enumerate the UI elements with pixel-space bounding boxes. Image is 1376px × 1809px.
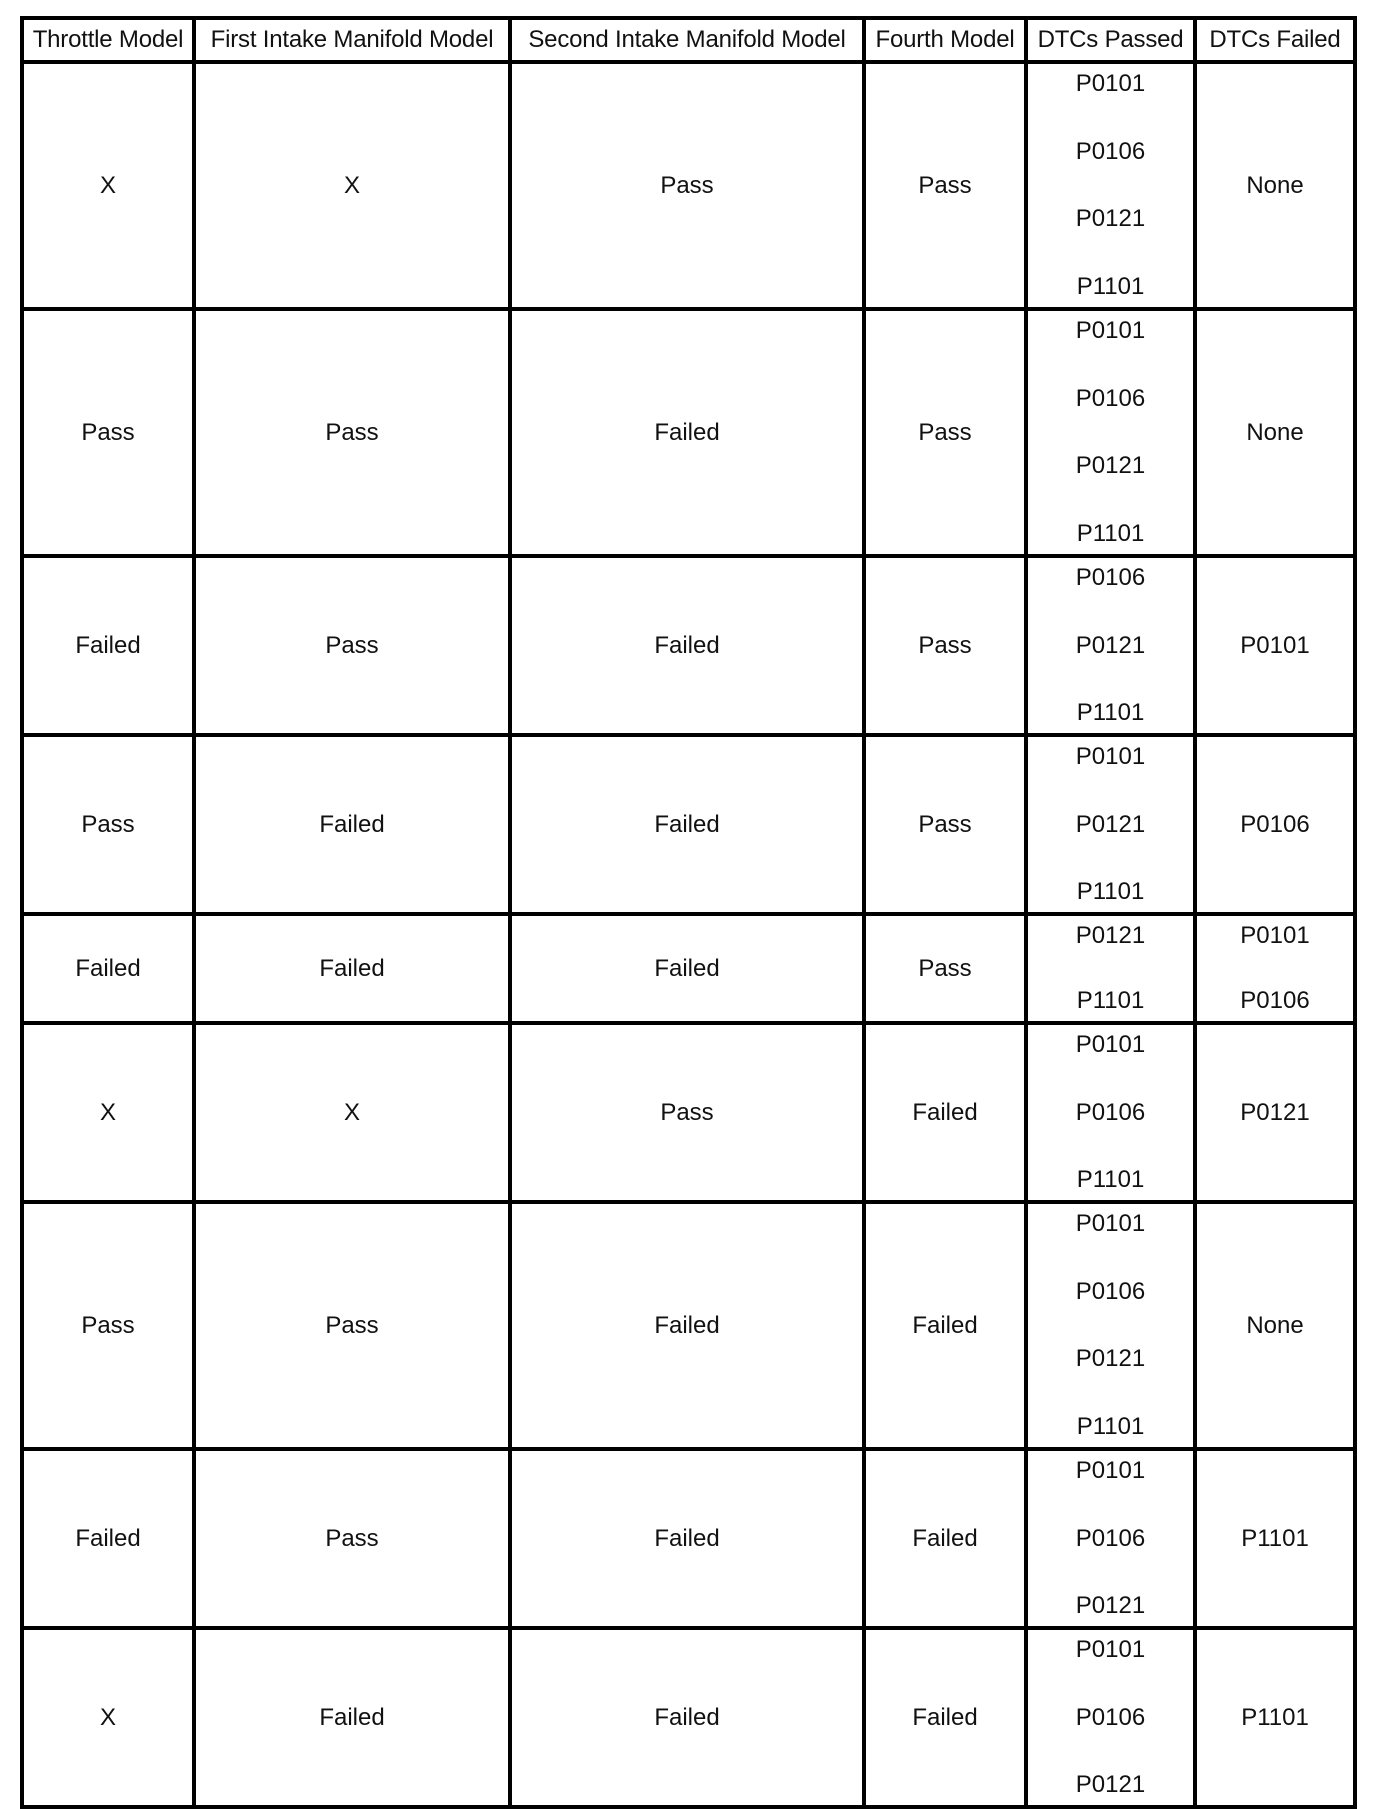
second-intake-cell [510, 1449, 864, 1628]
first-intake-cell [194, 1628, 510, 1807]
first-intake-value: Pass [325, 418, 379, 446]
dtcs-passed-cell [1026, 309, 1195, 556]
second-intake-value: Failed [654, 418, 720, 446]
dtcs-passed-list [1028, 916, 1193, 1021]
dtcs-passed-cell [1026, 556, 1195, 735]
dtc-passed-code: P0121 [1075, 1345, 1146, 1373]
dtcs-failed-list [1197, 737, 1353, 912]
second-intake-cell [510, 914, 864, 1023]
fourth-model-cell [864, 556, 1026, 735]
dtc-failed-code: None [1246, 418, 1304, 446]
table-row [22, 1202, 1355, 1449]
dtc-passed-code: P1101 [1076, 272, 1145, 300]
dtc-passed-code: P1101 [1076, 878, 1145, 905]
fourth-model-value: Pass [918, 171, 972, 199]
throttle-value: Pass [81, 1311, 135, 1339]
dtcs-passed-list [1028, 64, 1193, 307]
first-intake-value: X [343, 1098, 360, 1126]
dtc-passed-code: P0121 [1075, 1592, 1146, 1619]
header-throttle-model: Throttle Model [22, 18, 194, 62]
dtc-passed-code: P0101 [1075, 1031, 1146, 1058]
dtc-failed-code: P0121 [1240, 1098, 1310, 1126]
dtc-passed-code: P0101 [1075, 1636, 1146, 1663]
first-intake-cell [194, 62, 510, 309]
dtc-passed-code: P0121 [1075, 452, 1146, 480]
second-intake-value: Failed [654, 1703, 720, 1731]
dtc-failed-code: P0106 [1240, 987, 1310, 1014]
table-row [22, 914, 1355, 1023]
throttle-cell [22, 735, 194, 914]
first-intake-value: X [343, 171, 360, 199]
dtcs-failed-cell [1195, 62, 1355, 309]
first-intake-cell [194, 309, 510, 556]
dtc-failed-code: None [1246, 171, 1304, 199]
throttle-cell [22, 309, 194, 556]
first-intake-cell [194, 556, 510, 735]
dtc-passed-code: P0106 [1075, 1524, 1146, 1552]
dtcs-passed-cell [1026, 62, 1195, 309]
second-intake-cell [510, 1628, 864, 1807]
dtcs-failed-cell [1195, 309, 1355, 556]
dtcs-failed-list [1197, 311, 1353, 554]
throttle-cell [22, 1202, 194, 1449]
header-dtcs-passed: DTCs Passed [1026, 18, 1195, 62]
throttle-value: Failed [75, 1524, 141, 1552]
fourth-model-value: Failed [912, 1703, 978, 1731]
dtcs-passed-list [1028, 1451, 1193, 1626]
dtc-failed-code: P0101 [1240, 922, 1310, 949]
dtcs-passed-cell [1026, 1628, 1195, 1807]
dtc-passed-code: P1101 [1076, 1166, 1145, 1193]
dtc-passed-code: P0106 [1075, 137, 1146, 165]
fourth-model-cell [864, 1628, 1026, 1807]
dtcs-failed-cell [1195, 556, 1355, 735]
throttle-cell [22, 1023, 194, 1202]
fourth-model-value: Pass [918, 631, 972, 659]
dtcs-passed-list [1028, 1204, 1193, 1447]
first-intake-cell [194, 1023, 510, 1202]
dtcs-passed-list [1028, 1630, 1193, 1805]
dtcs-passed-cell [1026, 1449, 1195, 1628]
fourth-model-cell [864, 914, 1026, 1023]
second-intake-cell [510, 309, 864, 556]
dtcs-failed-cell [1195, 914, 1355, 1023]
dtc-results-table [20, 16, 1357, 1809]
table-row [22, 556, 1355, 735]
first-intake-value: Pass [325, 1524, 379, 1552]
dtc-passed-code: P1101 [1076, 519, 1145, 547]
dtcs-failed-list [1197, 916, 1353, 1021]
dtcs-failed-cell [1195, 1628, 1355, 1807]
throttle-value: Pass [81, 810, 135, 838]
dtc-passed-code: P0106 [1075, 384, 1146, 412]
fourth-model-cell [864, 62, 1026, 309]
throttle-cell [22, 914, 194, 1023]
dtc-passed-code: P0106 [1075, 1277, 1146, 1305]
dtcs-failed-cell [1195, 1449, 1355, 1628]
dtcs-passed-cell [1026, 735, 1195, 914]
first-intake-value: Pass [325, 1311, 379, 1339]
dtc-passed-code: P0121 [1075, 631, 1146, 659]
dtc-failed-code: P1101 [1241, 1703, 1309, 1731]
fourth-model-value: Pass [918, 810, 972, 838]
first-intake-value: Failed [319, 954, 385, 982]
dtc-failed-code: P1101 [1241, 1524, 1309, 1552]
dtc-passed-code: P0106 [1075, 564, 1146, 591]
dtc-passed-code: P0106 [1075, 1703, 1146, 1731]
second-intake-value: Failed [654, 954, 720, 982]
dtc-passed-code: P0101 [1075, 70, 1146, 97]
second-intake-cell [510, 1023, 864, 1202]
second-intake-value: Pass [660, 1098, 714, 1126]
second-intake-cell [510, 62, 864, 309]
table-body [22, 62, 1355, 1807]
dtc-passed-code: P0101 [1075, 743, 1146, 770]
table-row [22, 735, 1355, 914]
dtc-passed-code: P0106 [1075, 1098, 1146, 1126]
fourth-model-value: Failed [912, 1098, 978, 1126]
second-intake-cell [510, 556, 864, 735]
dtc-passed-code: P1101 [1076, 987, 1145, 1014]
throttle-value: X [99, 1098, 116, 1126]
first-intake-value: Failed [319, 810, 385, 838]
dtcs-failed-list [1197, 1204, 1353, 1447]
dtc-passed-code: P0121 [1075, 1771, 1146, 1798]
dtc-passed-code: P1101 [1076, 1412, 1145, 1440]
first-intake-cell [194, 1202, 510, 1449]
throttle-value: X [99, 1703, 116, 1731]
throttle-value: Pass [81, 418, 135, 446]
fourth-model-cell [864, 1023, 1026, 1202]
throttle-cell [22, 1628, 194, 1807]
dtcs-failed-list [1197, 1451, 1353, 1626]
throttle-value: Failed [75, 954, 141, 982]
fourth-model-cell [864, 1202, 1026, 1449]
throttle-cell [22, 62, 194, 309]
second-intake-value: Failed [654, 1524, 720, 1552]
second-intake-cell [510, 735, 864, 914]
header-dtcs-failed: DTCs Failed [1195, 18, 1355, 62]
second-intake-value: Failed [654, 1311, 720, 1339]
dtcs-failed-cell [1195, 735, 1355, 914]
dtcs-passed-list [1028, 311, 1193, 554]
dtcs-passed-cell [1026, 1202, 1195, 1449]
header-second-intake-manifold-model: Second Intake Manifold Model [510, 18, 864, 62]
throttle-cell [22, 556, 194, 735]
first-intake-value: Failed [319, 1703, 385, 1731]
dtcs-failed-list [1197, 64, 1353, 307]
fourth-model-value: Pass [918, 954, 972, 982]
fourth-model-value: Failed [912, 1311, 978, 1339]
fourth-model-cell [864, 309, 1026, 556]
first-intake-cell [194, 914, 510, 1023]
second-intake-value: Failed [654, 810, 720, 838]
dtcs-passed-list [1028, 1025, 1193, 1200]
dtc-failed-code: P0106 [1240, 810, 1310, 838]
fourth-model-value: Pass [918, 418, 972, 446]
table-row [22, 309, 1355, 556]
throttle-cell [22, 1449, 194, 1628]
header-fourth-model: Fourth Model [864, 18, 1026, 62]
dtcs-failed-list [1197, 1025, 1353, 1200]
dtc-failed-code: None [1246, 1311, 1304, 1339]
dtc-passed-code: P0101 [1075, 1457, 1146, 1484]
dtcs-failed-list [1197, 558, 1353, 733]
table-row [22, 1023, 1355, 1202]
throttle-value: X [99, 171, 116, 199]
dtcs-passed-list [1028, 737, 1193, 912]
second-intake-value: Failed [654, 631, 720, 659]
dtcs-failed-list [1197, 1630, 1353, 1805]
dtc-passed-code: P1101 [1076, 699, 1145, 726]
dtc-passed-code: P0121 [1075, 922, 1146, 949]
throttle-value: Failed [75, 631, 141, 659]
table-row [22, 1628, 1355, 1807]
header-first-intake-manifold-model: First Intake Manifold Model [194, 18, 510, 62]
fourth-model-cell [864, 1449, 1026, 1628]
dtc-failed-code: P0101 [1240, 631, 1310, 659]
dtc-passed-code: P0101 [1075, 1210, 1146, 1237]
table-row [22, 62, 1355, 309]
dtcs-passed-cell [1026, 914, 1195, 1023]
first-intake-cell [194, 735, 510, 914]
second-intake-value: Pass [660, 171, 714, 199]
table-row [22, 1449, 1355, 1628]
header-row [22, 18, 1355, 62]
dtcs-failed-cell [1195, 1023, 1355, 1202]
dtc-passed-code: P0121 [1075, 205, 1146, 233]
first-intake-value: Pass [325, 631, 379, 659]
dtc-passed-code: P0101 [1075, 317, 1146, 344]
dtcs-passed-cell [1026, 1023, 1195, 1202]
dtcs-passed-list [1028, 558, 1193, 733]
first-intake-cell [194, 1449, 510, 1628]
fourth-model-value: Failed [912, 1524, 978, 1552]
second-intake-cell [510, 1202, 864, 1449]
fourth-model-cell [864, 735, 1026, 914]
dtc-passed-code: P0121 [1075, 810, 1146, 838]
dtcs-failed-cell [1195, 1202, 1355, 1449]
